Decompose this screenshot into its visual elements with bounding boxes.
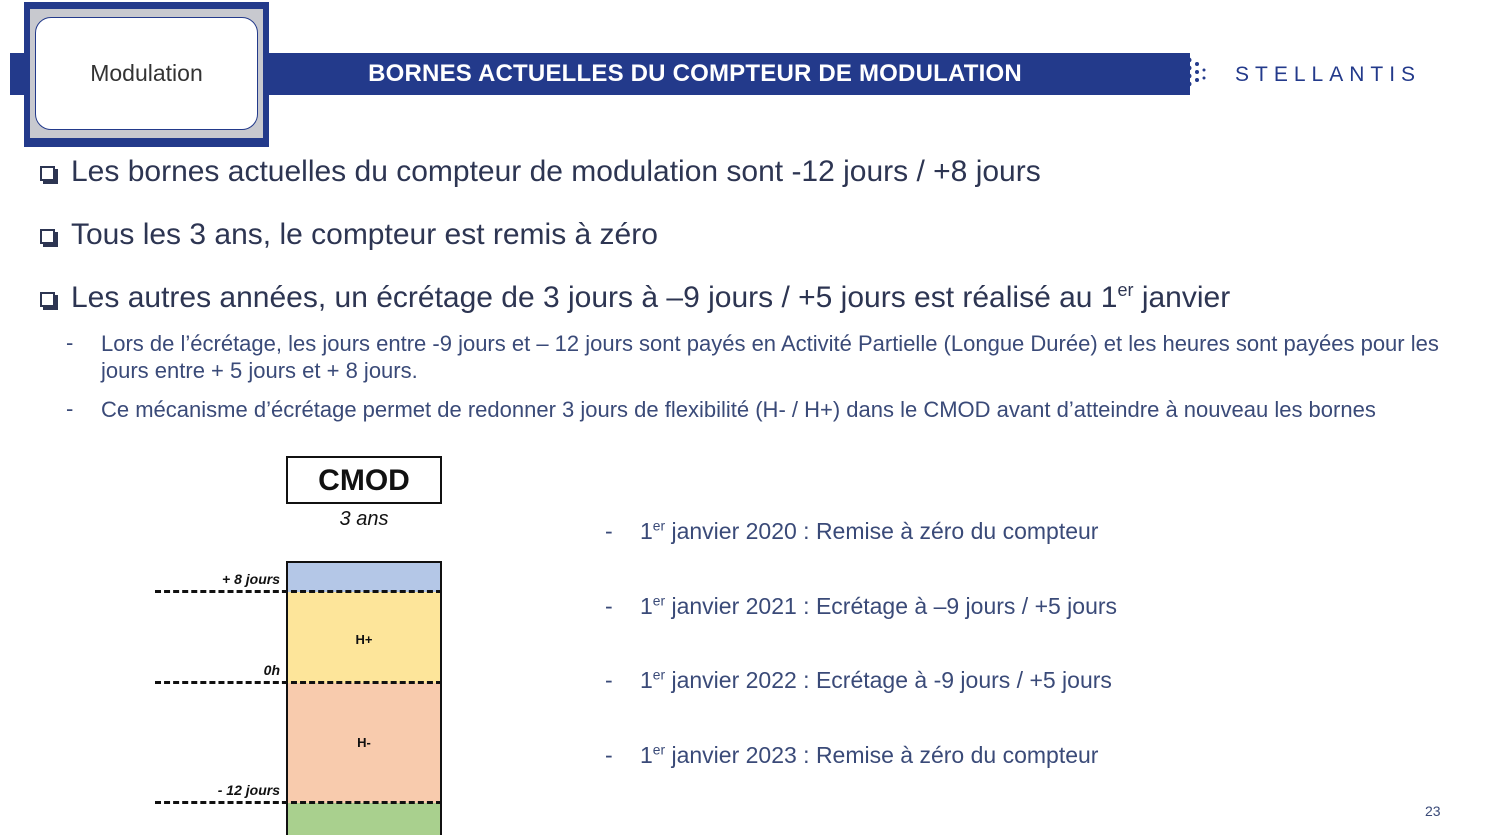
- bullet-2: [40, 218, 658, 252]
- hplus-label: H+: [355, 632, 373, 647]
- segment-bottom: [286, 803, 442, 835]
- minus12-dashed-line: [155, 801, 442, 804]
- zero-label: 0h: [263, 662, 280, 678]
- plus8-label: + 8 jours: [222, 571, 280, 587]
- minus12-label: - 12 jours: [217, 782, 280, 798]
- plus8-dashed-line: [155, 590, 442, 593]
- segment-hplus: [286, 592, 442, 683]
- zero-dashed-line: [155, 681, 442, 684]
- checkbox-bullet-icon: [40, 229, 55, 244]
- section-tab-label: Modulation: [90, 60, 203, 86]
- checkbox-bullet-icon: [40, 292, 55, 307]
- sub-bullet-2-text: Ce mécanisme d’écrétage permet de redonner 3 jours de flexibilité (H- / H+) dans le CMOD avant d’atteindre à nouveau les bornes: [101, 397, 1376, 422]
- logo-text: STELLANTIS: [1235, 63, 1422, 86]
- cmod-subtitle: 3 ans: [339, 508, 389, 530]
- bullet-1-text: Les bornes actuelles du compteur de modulation sont -12 jours / +8 jours: [71, 155, 1041, 188]
- cmod-title-box: CMOD: [286, 456, 442, 504]
- page-number: 23: [1425, 803, 1441, 819]
- slide-title: BORNES ACTUELLES DU COMPTEUR DE MODULATION: [368, 60, 1022, 87]
- sub-bullet-1-text: Lors de l’écrétage, les jours entre -9 jours et – 12 jours sont payés en Activité Partielle (Longue Durée) et les heures sont payées pour les jours entre + 5 jours et + 8 jours.: [101, 331, 1439, 383]
- bullet-2-text: Tous les 3 ans, le compteur est remis à zéro: [71, 218, 658, 251]
- stellantis-logo: [1235, 58, 1421, 92]
- bullet-3-text: Les autres années, un écrétage de 3 jours à –9 jours / +5 jours est réalisé au 1er janvier: [71, 280, 1231, 314]
- bullet-1: [40, 155, 1041, 189]
- dots-decoration-icon: [1183, 56, 1207, 92]
- checkbox-bullet-icon: [40, 166, 55, 181]
- section-tab: [35, 17, 258, 130]
- bullet-3: [40, 281, 1230, 315]
- hminus-label: H-: [357, 735, 371, 750]
- segment-hminus: [286, 683, 442, 803]
- segment-top: [286, 561, 442, 592]
